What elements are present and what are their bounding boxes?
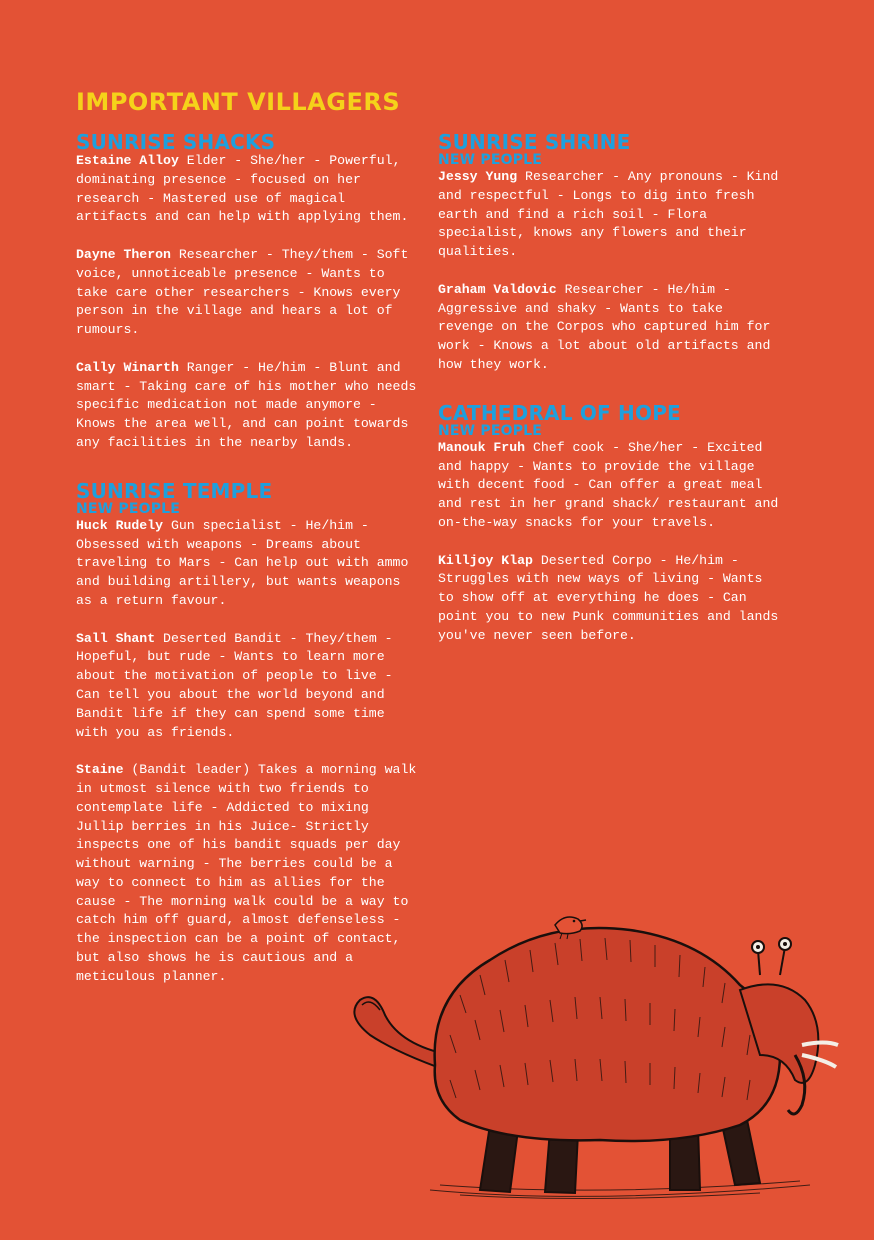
villager-name: Killjoy Klap (438, 552, 533, 568)
villager-description: Researcher - Any pronouns - Kind and respectful - Longs to dig into fresh earth and find a rich soil - Flora specialist, knows any flowers and their qualities. (438, 169, 779, 260)
villager-name: Dayne Theron (76, 246, 171, 262)
woolly-creature-illustration (340, 905, 840, 1205)
villager-entry (438, 281, 783, 375)
villager-name: Manouk Fruh (438, 439, 526, 455)
villager-description: Gun specialist - He/him - Obsessed with weapons - Dreams about traveling to Mars - Can help out with ammo and building artillery, but wants weapons as a return favour. (76, 517, 409, 608)
villager-name: Graham Valdovic (438, 281, 557, 297)
villager-name: Jessy Yung (438, 169, 518, 184)
villager-name: Sall Shant (76, 630, 156, 646)
villager-description: Researcher - He/him - Aggressive and shaky - Wants to take revenge on the Corpos who captured him for work - Knows a lot about old artifacts and how they work. (438, 281, 771, 372)
villager-description: Researcher - They/them - Soft voice, unnoticeable presence - Wants to take care other researchers - Knows every person in the village and hears a lot of rumours. (76, 246, 409, 338)
section-subheading: NEW PEOPLE (76, 500, 181, 517)
left-column (76, 132, 421, 987)
section-heading-sunrise-shacks: SUNRISE SHACKS (76, 130, 276, 154)
villager-name: Estaine Alloy (76, 153, 179, 168)
villager-description: Ranger - He/him - Blunt and smart - Taking care of his mother who needs specific medication not made anymore - Knows the area well, and can point towards any facilities in the nearby lands. (76, 359, 417, 450)
villager-entry (438, 439, 783, 533)
villager-entry (438, 168, 783, 262)
villager-name: Cally Winarth (76, 359, 179, 375)
section-subheading: NEW PEOPLE (438, 152, 543, 168)
right-column (438, 132, 783, 646)
villager-description: Elder - She/her - Powerful, dominating presence - focused on her research - Mastered use of magical artifacts and can help with applying them. (76, 153, 409, 225)
villager-entry (76, 517, 421, 611)
villager-entry (76, 359, 421, 453)
villager-description: Chef cook - She/her - Excited and happy - Wants to provide the village with decent food - Can offer a great meal and rest in her grand shack/ restaurant and on-the-way snacks for your travels. (438, 439, 779, 530)
villager-entry (76, 246, 421, 340)
villager-name: Staine (76, 762, 124, 778)
section-heading-sunrise-temple: SUNRISE TEMPLE (76, 478, 273, 503)
section-heading-sunrise-shrine: SUNRISE SHRINE (438, 130, 631, 154)
page-title: IMPORTANT VILLAGERS (76, 88, 401, 116)
villager-description: Deserted Corpo - He/him - Struggles with new ways of living - Wants to show off at everything he does - Can point you to new Punk communities and lands you've never seen before. (438, 552, 779, 643)
section-subheading: NEW PEOPLE (438, 422, 543, 439)
villager-name: Huck Rudely (76, 517, 164, 533)
villager-description: (Bandit leader) Takes a morning walk in utmost silence with two friends to contemplate life - Addicted to mixing Jullip berries in his Juice- Strictly inspects one of his bandit squads per day without warning - The berries could be a way to connect to him as allies for the cause - The morning walk could be a way to catch him off guard, almost defenseless - the inspection can be a point of contact, but also shows he is cautious and a meticulous planner. (76, 762, 417, 984)
villager-entry (76, 152, 421, 227)
villager-entry (76, 630, 421, 743)
villager-entry (438, 552, 783, 646)
section-heading-cathedral-of-hope: CATHEDRAL OF HOPE (438, 400, 681, 425)
villager-description: Deserted Bandit - They/them - Hopeful, but rude - Wants to learn more about the motivation of people to live - Can tell you about the world beyond and Bandit life if they can spend some time with you as friends. (76, 630, 393, 740)
